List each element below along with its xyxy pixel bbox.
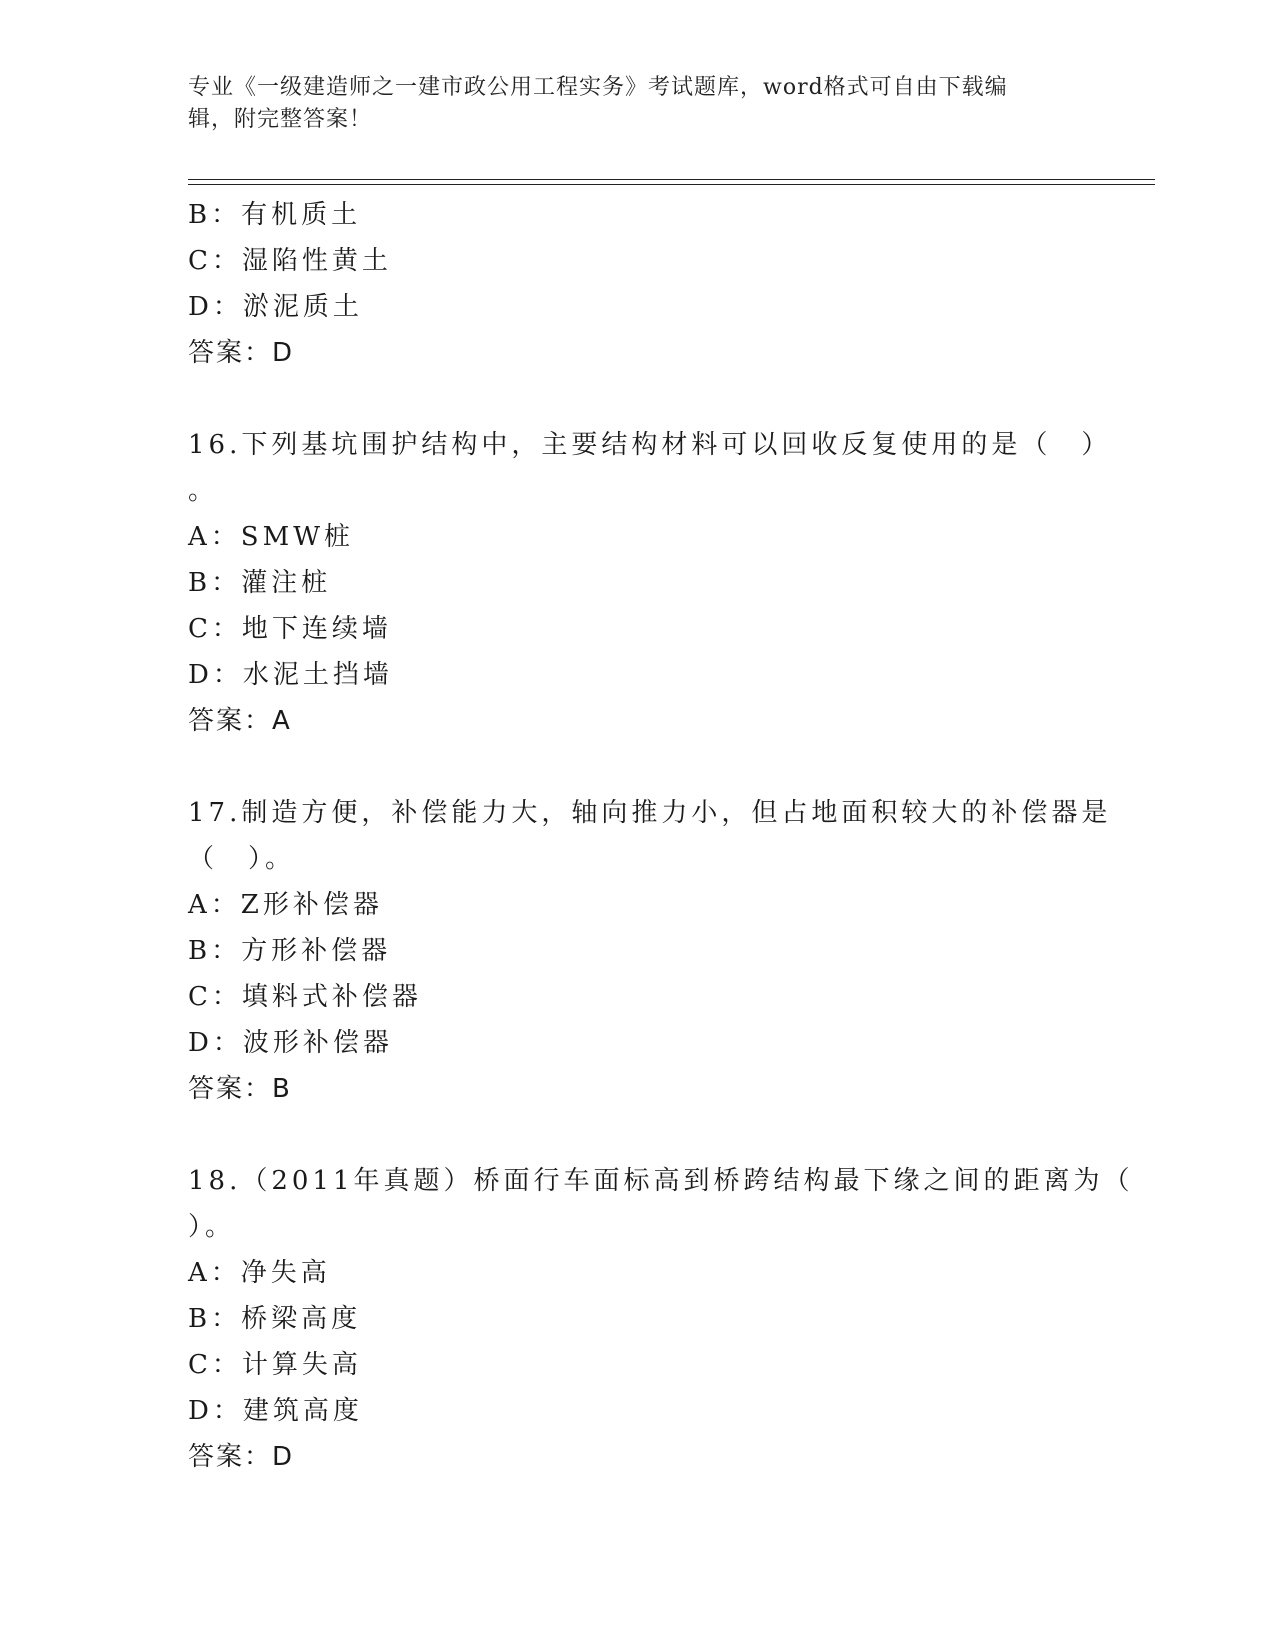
- question-content: [188, 192, 1134, 1480]
- question-stem: [188, 790, 1112, 882]
- question-18: [188, 1158, 1134, 1480]
- question-stem-line-1: 17.制造方便，补偿能力大，轴向推力小，但占地面积较大的补偿器是: [188, 798, 1112, 828]
- question-stem: [188, 1158, 1134, 1250]
- option-c: C：计算失高: [188, 1350, 362, 1380]
- question-stem-line-1: 16.下列基坑围护结构中，主要结构材料可以回收反复使用的是（ ）: [188, 430, 1112, 460]
- question-17: [188, 790, 1112, 1112]
- question-stem-line-2: 。: [188, 476, 219, 506]
- answer-line: 答案：D: [188, 338, 295, 368]
- answer-line: 答案：A: [188, 706, 292, 736]
- option-d: D：水泥土挡墙: [188, 660, 393, 690]
- question-stem: [188, 422, 1112, 514]
- header-divider-top: [188, 179, 1155, 180]
- option-c: C：地下连续墙: [188, 614, 392, 644]
- question-stem-line-2: ）。: [188, 1212, 236, 1242]
- question-stem-line-2: （ ）。: [188, 844, 296, 874]
- option-c: C：填料式补偿器: [188, 982, 422, 1012]
- option-a: A：SMW桩: [188, 522, 354, 552]
- option-b: B：方形补偿器: [188, 936, 392, 966]
- option-c: C：湿陷性黄土: [188, 246, 392, 276]
- question-15-continued: [188, 192, 1088, 376]
- answer-line: 答案：D: [188, 1442, 295, 1472]
- option-d: D：建筑高度: [188, 1396, 363, 1426]
- question-stem-line-1: 18.（2011年真题）桥面行车面标高到桥跨结构最下缘之间的距离为（: [188, 1166, 1134, 1196]
- question-16: [188, 422, 1112, 744]
- option-b: B：灌注桩: [188, 568, 332, 598]
- header-divider-bottom: [188, 184, 1155, 185]
- header-line-2: 辑，附完整答案！: [188, 107, 373, 132]
- option-d: D：淤泥质土: [188, 292, 363, 322]
- answer-line: 答案：B: [188, 1074, 292, 1104]
- option-a: A：Z形补偿器: [188, 890, 383, 920]
- page-header: [188, 72, 1078, 136]
- option-b: B：有机质土: [188, 200, 362, 230]
- option-a: A：净失高: [188, 1258, 331, 1288]
- header-line-1: 专业《一级建造师之一建市政公用工程实务》考试题库，word格式可自由下载编: [188, 75, 1008, 100]
- option-b: B：桥梁高度: [188, 1304, 362, 1334]
- option-d: D：波形补偿器: [188, 1028, 393, 1058]
